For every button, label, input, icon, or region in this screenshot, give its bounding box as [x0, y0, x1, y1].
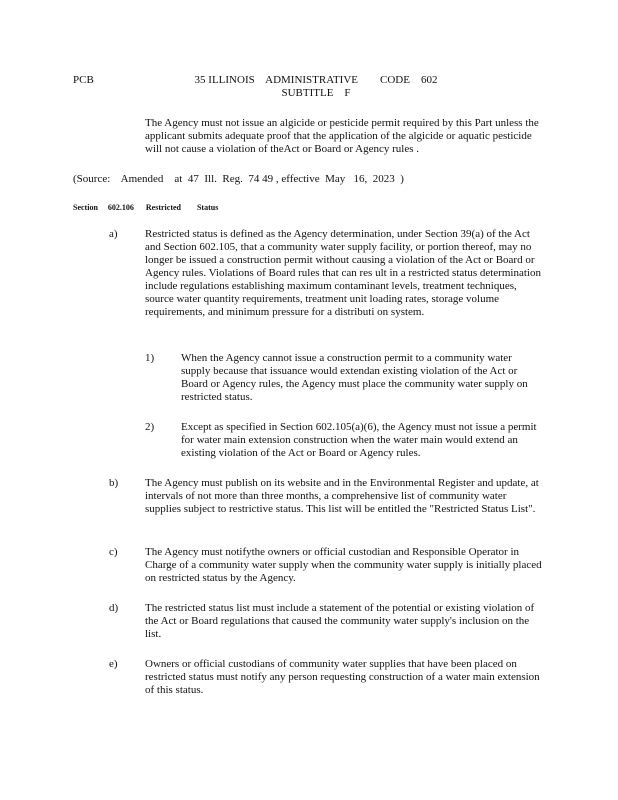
header-title-line2: SUBTITLE F	[281, 87, 351, 99]
item-text-c: The Agency must notifythe owners or official custodian and Responsible Operator in Charge of a community water supply when the community water supply is initially placed on restricted status by the Agency.	[145, 546, 542, 584]
header-title	[186, 74, 446, 100]
item-text-1: When the Agency cannot issue a construction permit to a community water supply because that issuance would extendan existing violation of the Act or Board or Agency rules, the Agency must place the community water supply on restricted status.	[181, 352, 528, 403]
item-label-d: d)	[109, 602, 119, 614]
item-label-a: a)	[109, 228, 118, 240]
item-text-2: Except as specified in Section 602.105(a)(6), the Agency must not issue a permit for water main extension construction when the water main would extend an existing violation of the Act or Board or Agency rules.	[181, 421, 537, 459]
item-label-c: c)	[109, 546, 118, 558]
intro-paragraph: The Agency must not issue an algicide or pesticide permit required by this Part unless the applicant submits adequate proof that the application of the algicide or aquatic pesticide will not cause a violation of theAct or Board or Agency rules .	[145, 117, 539, 155]
header-agency-abbrev: PCB	[73, 74, 94, 86]
item-text-d: The restricted status list must include a statement of the potential or existing violation of the Act or Board regulations that caused the community water supply's inclusion on the list.	[145, 602, 535, 640]
item-text-a: Restricted status is defined as the Agency determination, under Section 39(a) of the Act and Section 602.105, that a community water supply facility, or portion thereof, may no longer be issued a construction permit without causing a violation of the Act or Board or Agency rules. Violations of Board rules that can res ult in a restricted status determination include regulations establishing maximum contaminant levels, treatment techniques, source water quantity requirements, treatment unit loading rates, storage volume requirements, and minimum pressure for a distributi on system.	[145, 228, 541, 318]
item-label-1: 1)	[145, 352, 155, 364]
item-text-e: Owners or official custodians of community water supplies that have been placed on restricted status must notify any person requesting construction of a water main extension of this status.	[145, 658, 540, 696]
item-label-e: e)	[109, 658, 118, 670]
item-label-2: 2)	[145, 421, 155, 433]
source-note: (Source: Amended at 47 Ill. Reg. 74 49 , effective May 16, 2023 )	[73, 173, 404, 185]
item-text-b: The Agency must publish on its website and in the Environmental Register and update, at intervals of not more than three months, a comprehensive list of community water supplies subject to restrictive status. This list will be entitled the "Restricted Status List".	[145, 477, 539, 515]
section-heading: Section 602.106 Restricted Status	[73, 203, 219, 212]
header-title-line1: 35 ILLINOIS ADMINISTRATIVE CODE 602	[194, 74, 438, 86]
item-label-b: b)	[109, 477, 119, 489]
